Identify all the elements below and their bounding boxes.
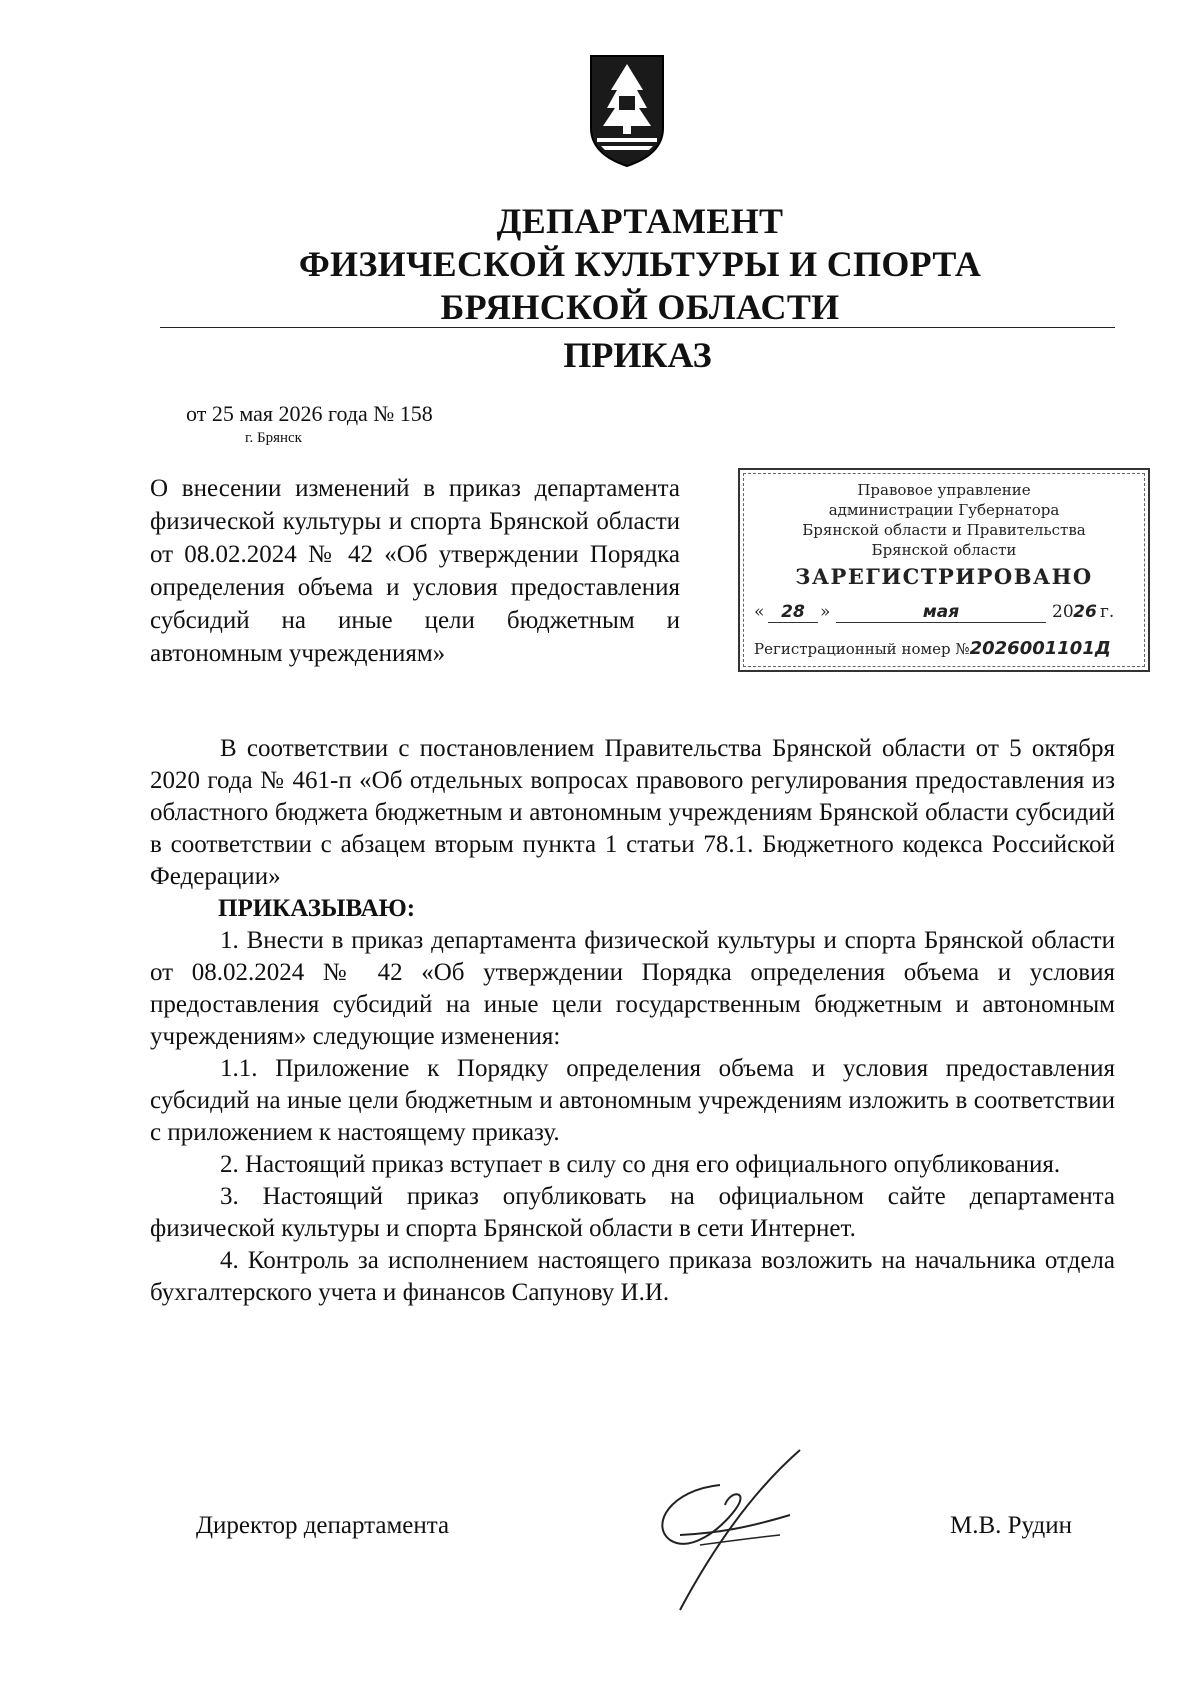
order-subject: О внесении изменений в приказ департамента физической культуры и спорта Брянской области от 08.02.2024 № 42 «Об утверждении Порядка определения объема и условия предоставления субсидий на иные цели бюджетным и автономным учреждениям» xyxy=(150,475,680,667)
preamble-paragraph: В соответствии с постановлением Правительства Брянской области от 5 октября 2020 года № 461-п «Об отдельных вопросах правового регулирования предоставления из областного бюджета бюджетным и автономным учреждениям Брянской области субсидий в соответствии с абзацем вторым пункта 1 статьи 78.1. Бюджетного кодекса Российской Федерации» xyxy=(150,735,1115,890)
order-title: ПРИКАЗ xyxy=(563,335,712,375)
stamp-year-end: г. xyxy=(1100,602,1115,622)
header-divider xyxy=(160,327,1115,328)
item-1-1: 1.1. Приложение к Порядку определения объема и условия предоставления субсидий на иные цели бюджетным и автономным учреждениям изложить в соответствии с приложением к настоящему приказу. xyxy=(150,1055,1115,1146)
stamp-open-quote: « xyxy=(754,602,765,622)
stamp-date xyxy=(754,598,1138,628)
item-1: 1. Внести в приказ департамента физической культуры и спорта Брянской области от 08.02.2024 № 42 «Об утверждении Порядка определения объема и условия предоставления субсидий на иные цели государственным бюджетным и автономным учреждениям» следующие изменения: xyxy=(150,927,1115,1050)
stamp-org-line-3: Брянской области и Правительства xyxy=(802,521,1086,539)
item-2: 2. Настоящий приказ вступает в силу со дня его официального опубликования. xyxy=(220,1151,1061,1178)
header-line-3: БРЯНСКОЙ ОБЛАСТИ xyxy=(440,287,840,327)
order-date-number: от 25 мая 2026 года № 158 xyxy=(186,401,433,426)
stamp-reg-number: 2026001101Д xyxy=(969,638,1111,659)
order-city: г. Брянск xyxy=(245,430,302,446)
header-line-1: ДЕПАРТАМЕНТ xyxy=(496,201,784,241)
stamp-year-prefix: 20 xyxy=(1052,602,1074,622)
signatory-name: М.В. Рудин xyxy=(950,1512,1072,1539)
order-word: ПРИКАЗЫВАЮ: xyxy=(218,895,416,922)
stamp-reg-label: Регистрационный номер № xyxy=(754,640,970,658)
item-4: 4. Контроль за исполнением настоящего приказа возложить на начальника отдела бухгалтерского учета и финансов Сапунову И.И. xyxy=(150,1247,1115,1306)
stamp-month: мая xyxy=(836,602,1046,623)
stamp-organization xyxy=(740,480,1148,560)
stamp-registration-line xyxy=(754,638,1111,659)
stamp-close-quote: » xyxy=(820,602,831,622)
stamp-org-line-4: Брянской области xyxy=(871,541,1017,559)
header-line-2: ФИЗИЧЕСКОЙ КУЛЬТУРЫ И СПОРТА xyxy=(298,244,982,284)
signatory-position: Директор департамента xyxy=(196,1512,450,1539)
stamp-org-line-2: администрации Губернатора xyxy=(828,501,1060,519)
stamp-year-suffix: 26 xyxy=(1073,602,1097,622)
stamp-day: 28 xyxy=(768,602,818,623)
order-body xyxy=(150,733,1115,1309)
stamp-org-line-1: Правовое управление xyxy=(857,481,1031,499)
registration-stamp xyxy=(738,468,1150,672)
handwritten-signature xyxy=(640,1445,820,1615)
item-3: 3. Настоящий приказ опубликовать на официальном сайте департамента физической культуры и спорта Брянской области в сети Интернет. xyxy=(150,1183,1115,1242)
bryansk-coat-of-arms-icon xyxy=(587,50,667,170)
department-header xyxy=(160,200,1120,329)
stamp-status: ЗАРЕГИСТРИРОВАНО xyxy=(795,564,1093,589)
